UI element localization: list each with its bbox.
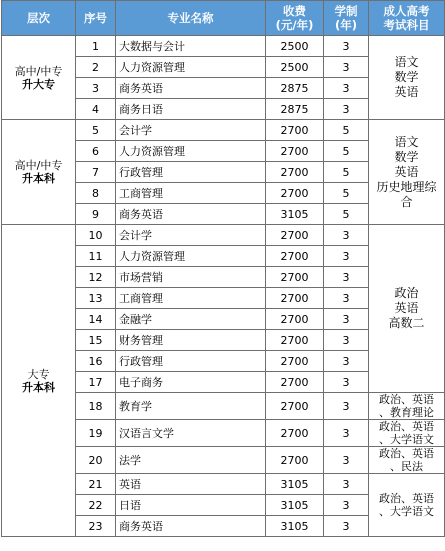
row-years: 5: [324, 141, 369, 162]
row-no: 21: [76, 474, 116, 495]
header-fee: [266, 1, 324, 36]
row-years: 3: [324, 309, 369, 330]
exam-subjects-4: [369, 393, 445, 420]
row-major: 商务英语: [116, 78, 266, 99]
row-fee: 2700: [266, 309, 324, 330]
row-fee: 2875: [266, 78, 324, 99]
level-text: 高中/中专: [14, 64, 63, 78]
subject-line: 政治、英语: [379, 420, 434, 433]
subject-line: 英语: [394, 164, 419, 179]
row-no: 22: [76, 495, 116, 516]
row-years: 3: [324, 78, 369, 99]
row-no: 5: [76, 120, 116, 141]
row-no: 19: [76, 420, 116, 447]
row-years: 3: [324, 447, 369, 474]
level-text: 大专: [27, 367, 50, 381]
row-fee: 2700: [266, 246, 324, 267]
row-major: 行政管理: [116, 351, 266, 372]
subject-line: 语文: [394, 134, 419, 149]
row-years: 3: [324, 288, 369, 309]
subject-line: 数学: [394, 149, 419, 164]
level-text-bold: 升本科: [22, 380, 55, 394]
row-no: 17: [76, 372, 116, 393]
row-no: 18: [76, 393, 116, 420]
subject-line: 历史地理综: [376, 179, 437, 194]
subject-line: 、大学语文: [379, 433, 434, 446]
row-no: 2: [76, 57, 116, 78]
row-years: 3: [324, 351, 369, 372]
table-row: [2, 225, 445, 246]
header-years: [324, 1, 369, 36]
row-major: 商务英语: [116, 516, 266, 537]
row-years: 3: [324, 516, 369, 537]
header-exam-line2: 考试科目: [383, 18, 430, 32]
level-cell-3: [2, 225, 76, 537]
header-exam: [369, 1, 445, 36]
exam-subjects-7: [369, 474, 445, 537]
level-text-bold: 升大专: [22, 77, 55, 91]
row-years: 5: [324, 162, 369, 183]
row-years: 3: [324, 393, 369, 420]
header-years-line2: (年): [334, 18, 357, 32]
row-years: 3: [324, 225, 369, 246]
row-years: 3: [324, 330, 369, 351]
row-fee: 2700: [266, 351, 324, 372]
row-no: 11: [76, 246, 116, 267]
row-years: 3: [324, 495, 369, 516]
row-no: 13: [76, 288, 116, 309]
row-no: 6: [76, 141, 116, 162]
row-major: 人力资源管理: [116, 141, 266, 162]
subject-line: 政治、英语: [379, 492, 434, 505]
exam-subjects-2: [369, 120, 445, 225]
row-major: 法学: [116, 447, 266, 474]
row-fee: 2700: [266, 330, 324, 351]
exam-subjects-1: [369, 36, 445, 120]
row-major: 行政管理: [116, 162, 266, 183]
row-years: 3: [324, 36, 369, 57]
row-fee: 2700: [266, 225, 324, 246]
subject-line: 合: [400, 194, 413, 209]
row-no: 9: [76, 204, 116, 225]
subject-line: 英语: [394, 301, 419, 315]
row-major: 大数据与会计: [116, 36, 266, 57]
row-no: 14: [76, 309, 116, 330]
admissions-table: [1, 0, 445, 537]
header-level: 层次: [2, 1, 76, 36]
row-no: 10: [76, 225, 116, 246]
row-years: 3: [324, 474, 369, 495]
row-fee: 2700: [266, 141, 324, 162]
row-years: 3: [324, 57, 369, 78]
row-years: 5: [324, 120, 369, 141]
row-no: 20: [76, 447, 116, 474]
row-fee: 2700: [266, 267, 324, 288]
row-major: 会计学: [116, 225, 266, 246]
row-fee: 2700: [266, 162, 324, 183]
row-no: 23: [76, 516, 116, 537]
row-no: 8: [76, 183, 116, 204]
row-major: 电子商务: [116, 372, 266, 393]
subject-line: 政治、英语: [379, 447, 434, 460]
row-no: 15: [76, 330, 116, 351]
row-major: 商务日语: [116, 99, 266, 120]
row-major: 英语: [116, 474, 266, 495]
subject-line: 数学: [394, 70, 419, 84]
exam-subjects-3: [369, 225, 445, 393]
subject-line: 、民法: [390, 460, 423, 473]
subject-line: 、教育理论: [379, 406, 434, 419]
subject-line: 、大学语文: [379, 505, 434, 518]
subject-line: 英语: [394, 85, 419, 99]
row-major: 汉语言文学: [116, 420, 266, 447]
subject-line: 高数二: [388, 316, 425, 330]
row-years: 3: [324, 246, 369, 267]
row-major: 日语: [116, 495, 266, 516]
row-major: 教育学: [116, 393, 266, 420]
subject-line: 语文: [394, 55, 419, 69]
row-major: 工商管理: [116, 183, 266, 204]
subject-line: 政治: [394, 286, 419, 300]
row-no: 3: [76, 78, 116, 99]
header-years-line1: 学制: [334, 4, 358, 18]
row-major: 人力资源管理: [116, 246, 266, 267]
level-text-bold: 升本科: [22, 172, 55, 185]
row-fee: 2700: [266, 288, 324, 309]
row-years: 3: [324, 267, 369, 288]
row-fee: 2700: [266, 420, 324, 447]
table-row: [2, 36, 445, 57]
row-fee: 3105: [266, 474, 324, 495]
row-fee: 2500: [266, 57, 324, 78]
row-no: 1: [76, 36, 116, 57]
row-fee: 3105: [266, 516, 324, 537]
header-no: 序号: [76, 1, 116, 36]
header-row: [2, 1, 445, 36]
row-years: 5: [324, 183, 369, 204]
header-exam-line1: 成人高考: [383, 4, 430, 18]
row-years: 5: [324, 204, 369, 225]
row-no: 4: [76, 99, 116, 120]
row-fee: 2700: [266, 120, 324, 141]
row-major: 金融学: [116, 309, 266, 330]
exam-subjects-5: [369, 420, 445, 447]
row-fee: 2700: [266, 372, 324, 393]
row-major: 工商管理: [116, 288, 266, 309]
row-fee: 2875: [266, 99, 324, 120]
row-major: 市场营销: [116, 267, 266, 288]
row-fee: 2700: [266, 447, 324, 474]
row-major: 会计学: [116, 120, 266, 141]
row-years: 3: [324, 372, 369, 393]
row-fee: 3105: [266, 204, 324, 225]
header-fee-line2: (元/年): [275, 18, 314, 32]
row-major: 商务英语: [116, 204, 266, 225]
exam-subjects-6: [369, 447, 445, 474]
row-fee: 2700: [266, 183, 324, 204]
row-major: 财务管理: [116, 330, 266, 351]
row-fee: 3105: [266, 495, 324, 516]
level-cell-1: [2, 36, 76, 120]
row-fee: 2500: [266, 36, 324, 57]
row-years: 3: [324, 99, 369, 120]
row-years: 3: [324, 420, 369, 447]
row-no: 7: [76, 162, 116, 183]
row-major: 人力资源管理: [116, 57, 266, 78]
level-text: 高中/中专: [14, 159, 63, 172]
header-major: 专业名称: [116, 1, 266, 36]
header-fee-line1: 收费: [283, 4, 306, 18]
row-no: 12: [76, 267, 116, 288]
row-fee: 2700: [266, 393, 324, 420]
subject-line: 政治、英语: [379, 393, 434, 406]
level-cell-2: [2, 120, 76, 225]
table-row: [2, 120, 445, 141]
row-no: 16: [76, 351, 116, 372]
